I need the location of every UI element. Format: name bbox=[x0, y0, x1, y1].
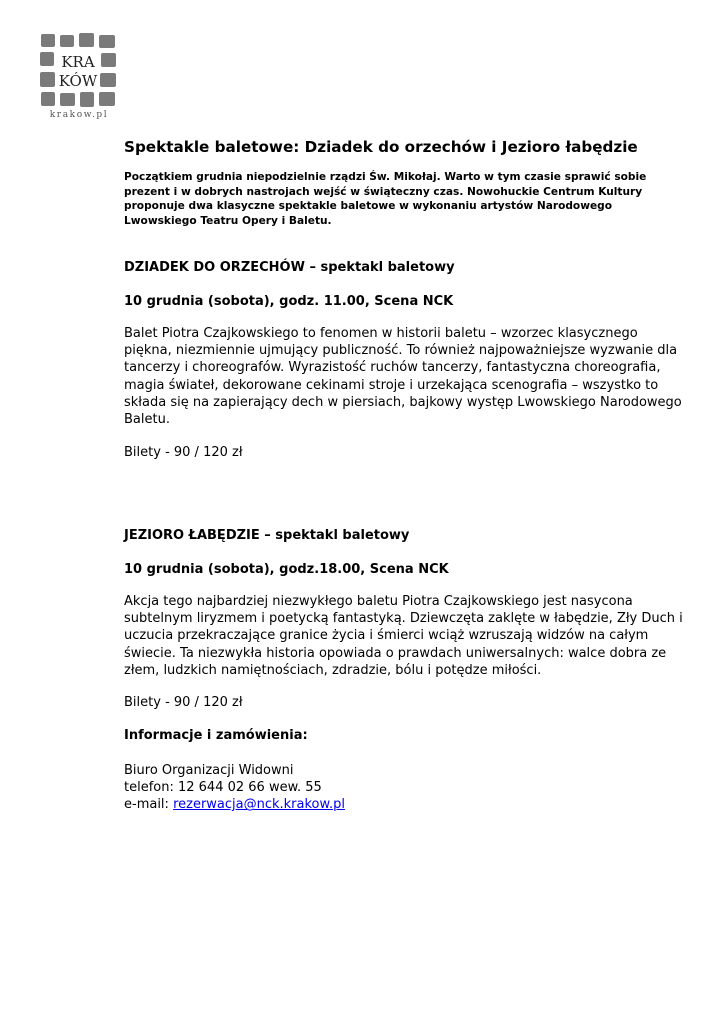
show1-description-line: Balet Piotra Czajkowskiego to fenomen w historii baletu – wzorzec klasycznego bbox=[124, 326, 638, 341]
show2-description-line: subtelnym liryzmem i poetycką fantastyką. Dziewczęta zaklęte w łabędzie, Zły Duch i bbox=[124, 611, 683, 627]
show2-description-line: świecie. Ta niezwykła historia opowiada o prawdach uniwersalnych: walce dobra ze bbox=[124, 645, 667, 661]
logo-text-top: KRA bbox=[61, 53, 95, 71]
lead-line: Początkiem grudnia niepodzielnie rządzi Św. Mikołaj. Warto w tym czasie sprawić sobie bbox=[124, 171, 647, 183]
show1-description-line: piękna, niezmiennie ujmujący publiczność. To również najpoważniejsze wyzwanie dla bbox=[124, 343, 678, 359]
page-title: Spektakle baletowe: Dziadek do orzechów i Jezioro łabędzie bbox=[124, 138, 638, 156]
show1-date: 10 grudnia (sobota), godz. 11.00, Scena NCK bbox=[124, 294, 454, 309]
lead-line: proponuje dwa klasyczne spektakle baletowe w wykonaniu artystów Narodowego bbox=[124, 200, 613, 213]
show2-description-line: złem, ludzkich namiętnościach, zdradzie, bólu i potędze miłości. bbox=[124, 662, 542, 678]
show1-tickets: Bilety - 90 / 120 zł bbox=[124, 445, 243, 460]
email-link[interactable]: rezerwacja@nck.krakow.pl bbox=[173, 797, 345, 813]
lead-paragraph bbox=[124, 170, 704, 228]
krakow-logo bbox=[38, 32, 120, 124]
show1-description-line: składa się na zapierający dech w piersiach, bajkowy występ Lwowskiego Narodowego bbox=[124, 394, 682, 410]
lead-line: Lwowskiego Teatru Opery i Baletu. bbox=[124, 214, 332, 227]
email-label: e-mail: bbox=[124, 797, 174, 813]
show2-tickets: Bilety - 90 / 120 zł bbox=[124, 695, 243, 710]
show2-date: 10 grudnia (sobota), godz.18.00, Scena NCK bbox=[124, 562, 449, 577]
show2-heading: JEZIORO ŁABĘDZIE – spektakl baletowy bbox=[124, 528, 410, 543]
lead-line: prezent i w dobrych nastrojach wejść w świąteczny czas. Nowohuckie Centrum Kultury bbox=[124, 185, 643, 198]
box-office-name: Biuro Organizacji Widowni bbox=[124, 763, 294, 778]
phone-number: telefon: 12 644 02 66 wew. 55 bbox=[124, 780, 322, 796]
show1-heading: DZIADEK DO ORZECHÓW – spektakl baletowy bbox=[124, 260, 455, 275]
show2-description-line: uczucia przekraczające granice życia i śmierci wciąż wzruszają widzów na całym bbox=[124, 628, 649, 644]
show2-description-line: Akcja tego najbardziej niezwykłego baletu Piotra Czajkowskiego jest nasycona bbox=[124, 594, 633, 609]
krakow-logo-mark bbox=[38, 32, 120, 110]
contact-block bbox=[124, 762, 345, 814]
email-line bbox=[124, 796, 345, 813]
info-heading: Informacje i zamówienia: bbox=[124, 728, 308, 743]
show1-description-line: tancerzy i choreografów. Wyrazistość ruchów tancerzy, fantastyczna choreografia, bbox=[124, 360, 661, 376]
show2-description bbox=[124, 593, 683, 679]
logo-text-bottom: KÓW bbox=[58, 72, 98, 90]
show1-description bbox=[124, 325, 682, 428]
logo-caption: krakow.pl bbox=[49, 110, 109, 120]
show1-description-line: Baletu. bbox=[124, 412, 170, 428]
show1-description-line: magia świateł, dekorowane cekinami stroje i urzekająca scenografia – wszystko to bbox=[124, 377, 659, 393]
